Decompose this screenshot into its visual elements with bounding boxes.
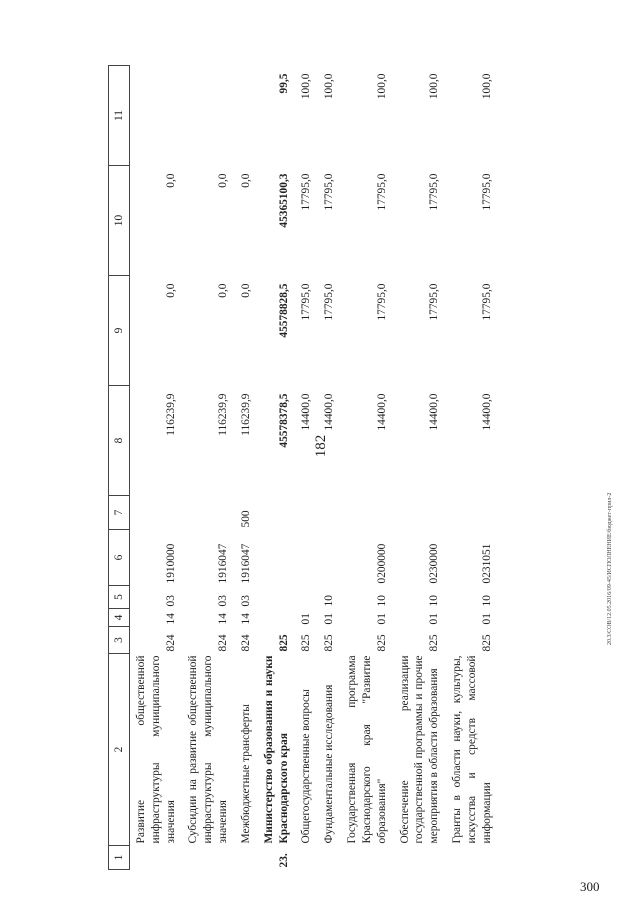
col9-value: 17795,0	[428, 283, 441, 321]
col8-value: 14400,0	[480, 393, 493, 431]
col7-type	[394, 496, 446, 530]
col5-subsection: 10	[375, 595, 388, 607]
col3-code: 825	[428, 634, 441, 652]
col3-code: 824	[164, 634, 177, 652]
col8-value: 14400,0	[428, 393, 441, 431]
table-row	[130, 66, 183, 870]
row-name: Фундаментальные исследования	[323, 684, 336, 844]
col3-code: 825	[375, 634, 388, 652]
col11-percent	[130, 66, 183, 166]
col8-value: 116239,9	[239, 393, 252, 436]
budget-table	[108, 65, 499, 870]
col11-percent: 100,0	[323, 73, 336, 100]
col5-subsection	[295, 586, 318, 609]
row-name: Развитие общественной инфраструктуры муниципального значения	[135, 655, 177, 844]
col8-value: 45578378,5	[277, 393, 290, 448]
col11-percent: 100,0	[300, 73, 313, 100]
row-number	[295, 846, 318, 870]
row-number	[235, 846, 258, 870]
col6-target: 1916047	[217, 543, 230, 584]
col5-subsection: 10	[428, 595, 441, 607]
rotated-table-container	[108, 66, 532, 870]
row-number	[394, 846, 446, 870]
row-number	[130, 846, 183, 870]
col4-section: 01	[428, 613, 441, 625]
header-cell: 4	[109, 609, 130, 627]
col6-target: 1910000	[164, 543, 177, 584]
table-row	[258, 66, 296, 870]
col4-section	[258, 609, 296, 627]
page-number: 182	[313, 434, 329, 458]
col10-value: 17795,0	[428, 173, 441, 211]
table-header-row	[109, 66, 130, 870]
row-name: Министерство образования и науки Краснодарского края	[262, 655, 290, 844]
col4-section: 14	[239, 613, 252, 625]
row-name: Общегосударственные вопросы	[300, 689, 313, 844]
table-row	[446, 66, 498, 870]
col9-value: 0,0	[239, 283, 252, 298]
col5-subsection	[258, 586, 296, 609]
col10-value: 0,0	[217, 173, 230, 188]
row-name: Субсидии на развитие общественной инфраструктуры муниципального значения	[187, 655, 230, 844]
table-row	[341, 66, 393, 870]
col8-value: 14400,0	[375, 393, 388, 431]
col7-type	[341, 496, 393, 530]
col7-type	[258, 496, 296, 530]
col11-percent	[235, 66, 258, 166]
header-cell: 5	[109, 586, 130, 609]
col3-code: 824	[239, 634, 252, 652]
header-cell: 11	[109, 66, 130, 166]
col5-subsection: 03	[217, 595, 230, 607]
header-cell: 6	[109, 530, 130, 586]
header-cell: 2	[109, 654, 130, 846]
col11-percent: 100,0	[480, 73, 493, 100]
row-name: Обеспечение реализации государственной программы и прочие мероприятия в области образования	[398, 655, 441, 844]
col10-value: 0,0	[164, 173, 177, 188]
col8-value: 14400,0	[323, 393, 336, 431]
table-row	[318, 66, 341, 870]
col10-value: 17795,0	[480, 173, 493, 211]
col8-value: 116239,9	[164, 393, 177, 436]
col3-code: 825	[480, 634, 493, 652]
col11-percent	[182, 66, 234, 166]
col9-value: 17795,0	[323, 283, 336, 321]
row-number: 23.	[277, 853, 290, 868]
col4-section: 01	[375, 613, 388, 625]
row-number	[446, 846, 498, 870]
row-number	[182, 846, 234, 870]
col4-section: 01	[480, 613, 493, 625]
header-cell: 1	[109, 846, 130, 870]
col9-value: 17795,0	[375, 283, 388, 321]
col7-type	[318, 496, 341, 530]
table-row	[182, 66, 234, 870]
col11-percent: 100,0	[428, 73, 441, 100]
col5-subsection: 03	[164, 595, 177, 607]
row-number	[318, 846, 341, 870]
col4-section: 14	[217, 613, 230, 625]
col9-value: 45578828,5	[277, 283, 290, 338]
header-cell: 8	[109, 386, 130, 496]
row-name: Государственная программа Краснодарского края "Развитие образования"	[346, 655, 388, 844]
col7-type	[130, 496, 183, 530]
header-cell: 7	[109, 496, 130, 530]
col9-value: 17795,0	[480, 283, 493, 321]
col8-value: 14400,0	[300, 393, 313, 431]
document-reference: 20.3/СОВ/12.05.2016/09-45/ИСПОЛНЕНИЕ/бюджет-прил-2	[607, 492, 613, 645]
col4-section: 01	[300, 613, 313, 625]
col6-target: 1916047	[239, 543, 252, 584]
header-cell: 3	[109, 627, 130, 654]
table-row	[235, 66, 258, 870]
col6-target: 0231051	[480, 543, 493, 584]
col10-value: 17795,0	[375, 173, 388, 211]
row-number	[341, 846, 393, 870]
col5-subsection: 10	[480, 595, 493, 607]
col4-section: 14	[164, 613, 177, 625]
header-cell: 10	[109, 166, 130, 276]
table-row	[394, 66, 446, 870]
col3-code: 824	[217, 634, 230, 652]
row-name: Гранты в области науки, культуры, искусства и средств массовой информации	[451, 655, 493, 844]
col7-type: 500	[239, 510, 252, 528]
col6-target	[258, 530, 296, 586]
col6-target	[295, 530, 318, 586]
col10-value: 17795,0	[300, 173, 313, 211]
col9-value: 17795,0	[300, 283, 313, 321]
col6-target	[318, 530, 341, 586]
col3-code: 825	[277, 634, 290, 652]
col10-value: 17795,0	[323, 173, 336, 211]
row-name: Межбюджетные трансферты	[239, 704, 252, 844]
col11-percent: 100,0	[375, 73, 388, 100]
header-cell: 9	[109, 276, 130, 386]
col3-code: 825	[323, 634, 336, 652]
col6-target: 0200000	[375, 543, 388, 584]
col4-section: 01	[323, 613, 336, 625]
col7-type	[182, 496, 234, 530]
sheet-number: 300	[580, 879, 600, 894]
col8-value: 116239,9	[217, 393, 230, 436]
col7-type	[446, 496, 498, 530]
col9-value: 0,0	[164, 283, 177, 298]
col5-subsection: 10	[323, 595, 336, 607]
col6-target: 0230000	[428, 543, 441, 584]
col10-value: 45365100,3	[277, 173, 290, 228]
table-row	[295, 66, 318, 870]
col7-type	[295, 496, 318, 530]
col10-value: 0,0	[239, 173, 252, 188]
col5-subsection: 03	[239, 595, 252, 607]
col11-percent: 99,5	[277, 73, 290, 94]
col3-code: 825	[300, 634, 313, 652]
col9-value: 0,0	[217, 283, 230, 298]
